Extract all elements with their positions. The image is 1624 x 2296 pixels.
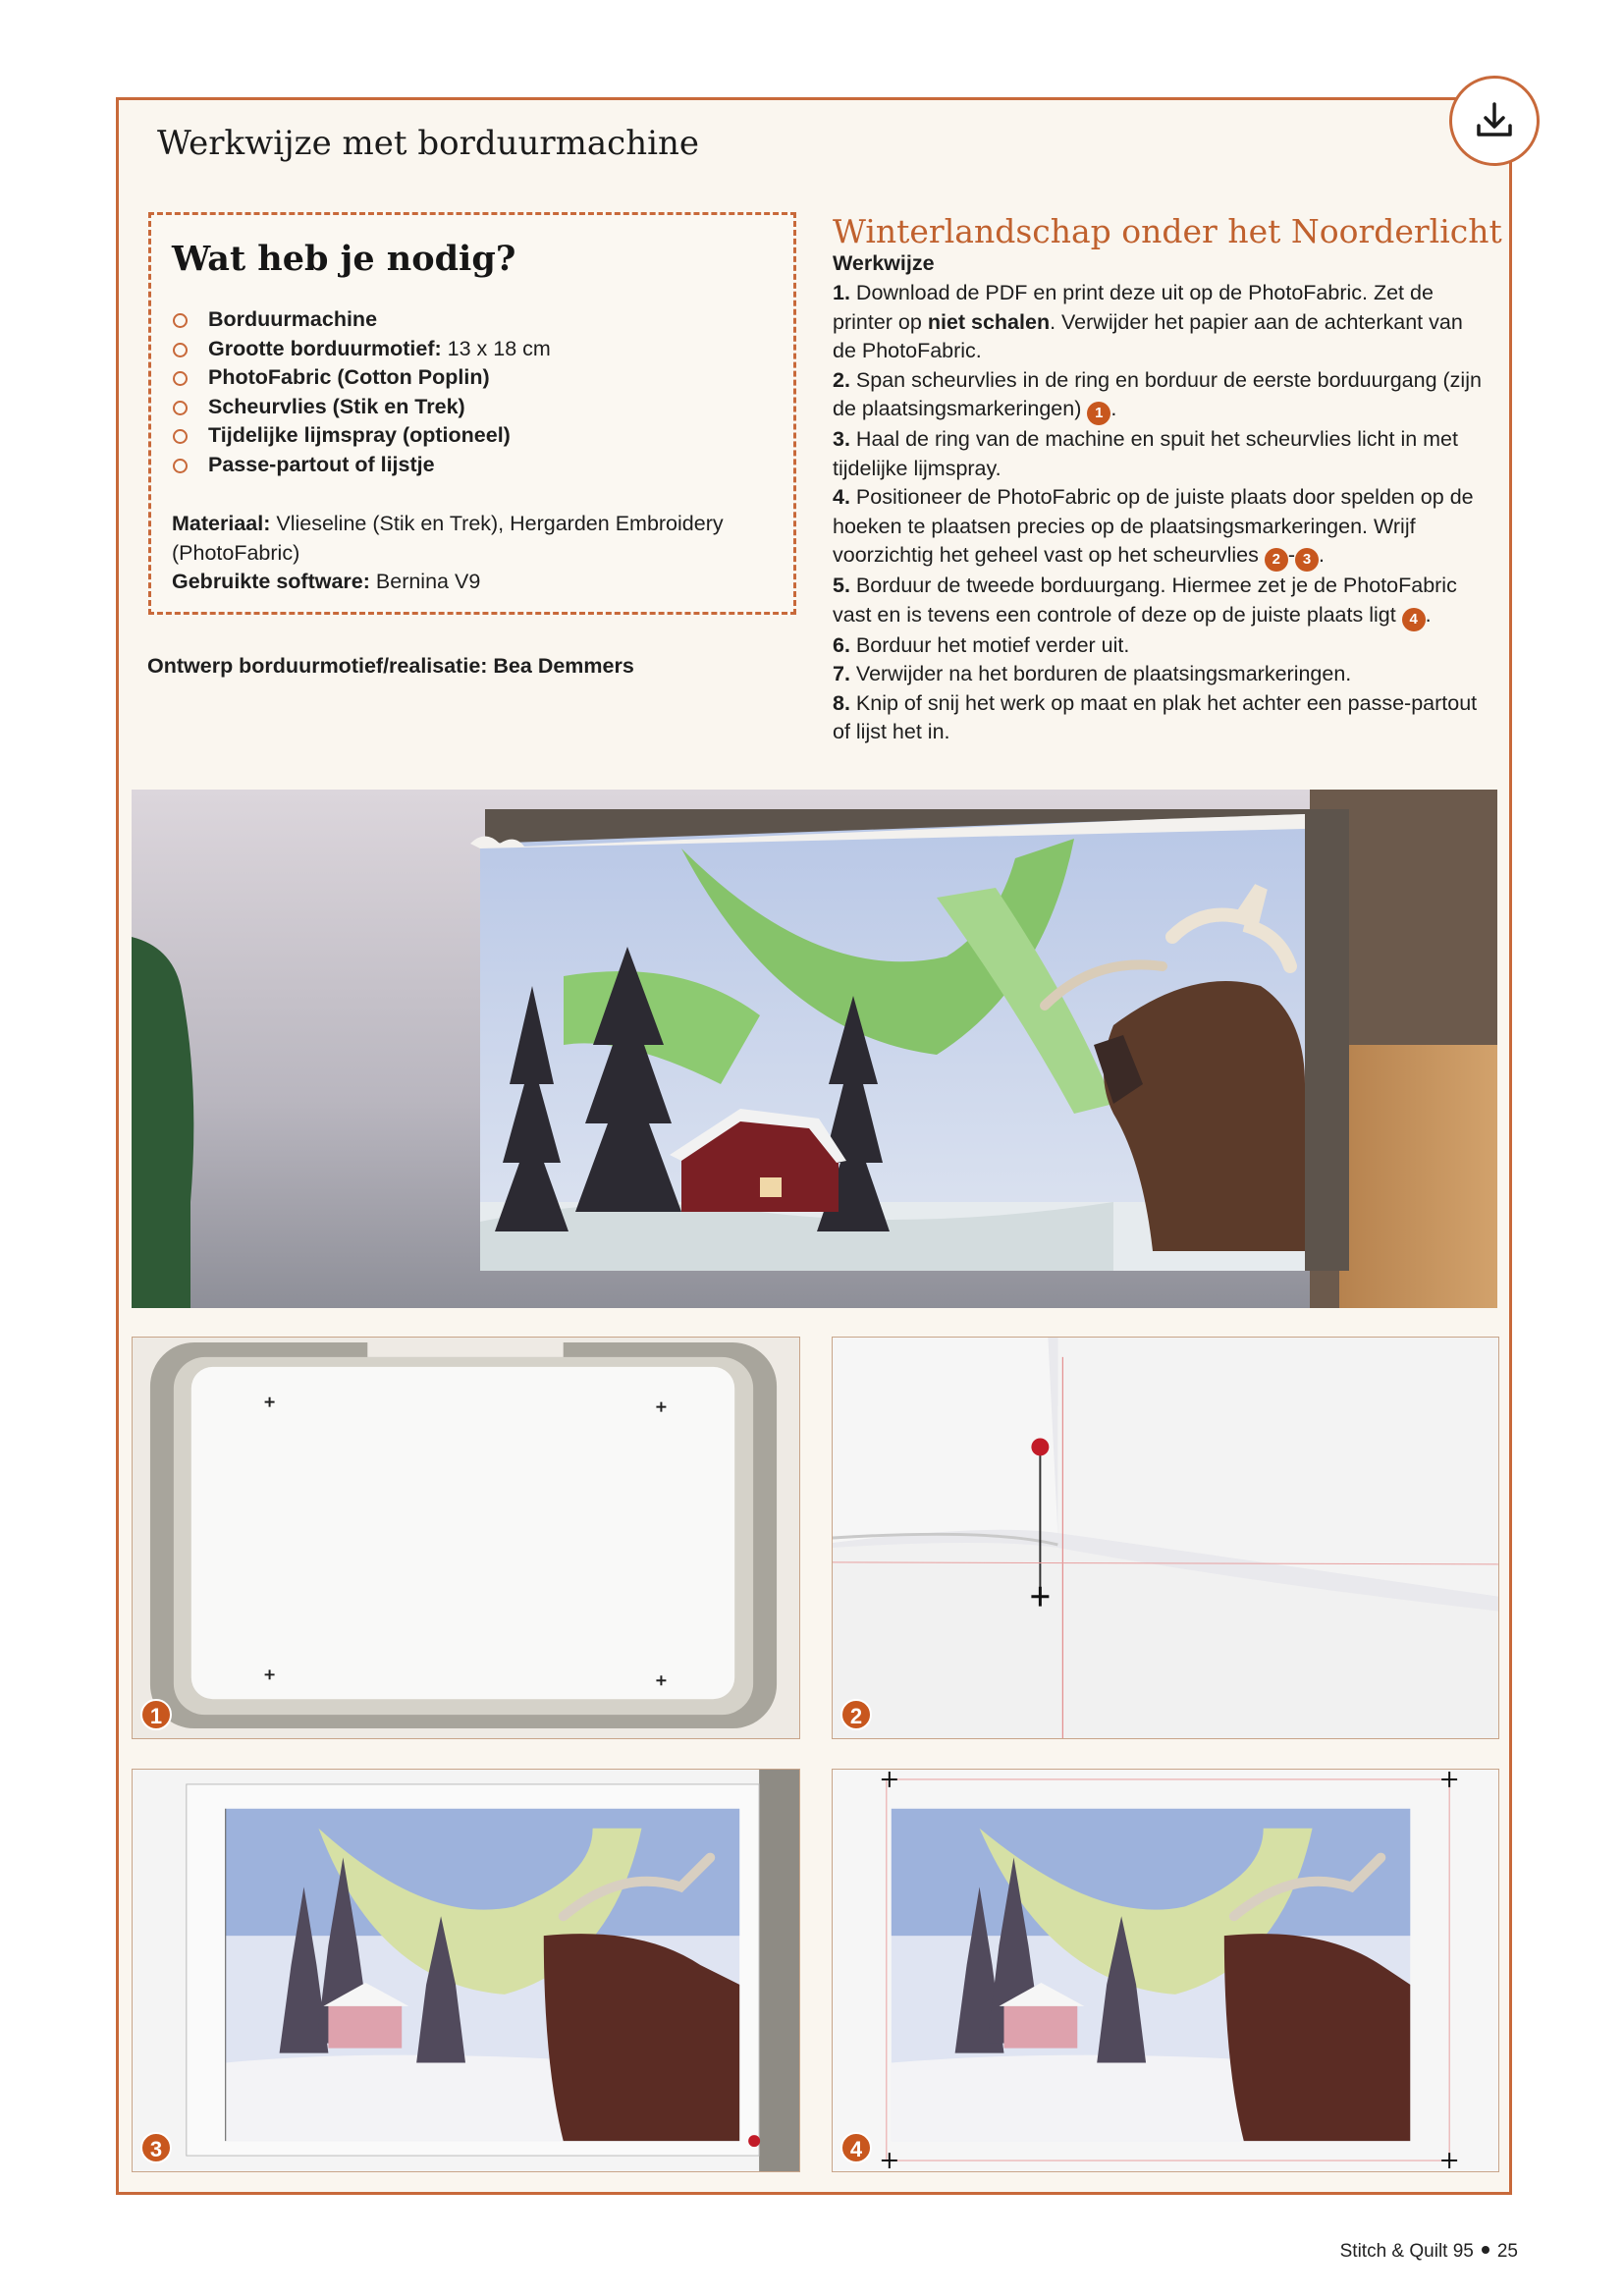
- photo-ref-badge: 3: [1295, 548, 1319, 572]
- circle-bullet-icon: [173, 313, 188, 328]
- step-7: 7. Verwijder na het borduren de plaatsingsmarkeringen.: [833, 662, 1352, 685]
- step-photo-2: [832, 1337, 1499, 1739]
- photo-number-badge: 1: [140, 1699, 172, 1730]
- photo-number-badge: 3: [140, 2132, 172, 2163]
- step-photo-3: [132, 1769, 800, 2172]
- list-item: PhotoFabric (Cotton Poplin): [172, 363, 551, 393]
- steps-list: [833, 279, 1490, 747]
- download-icon: [1472, 98, 1517, 143]
- step-6: 6. Borduur het motief verder uit.: [833, 632, 1130, 657]
- step-3: 3. Haal de ring van de machine en spuit het scheurvlies licht in met tijdelijke lijmspray.: [833, 427, 1458, 480]
- magazine-name: Stitch & Quilt 95: [1339, 2241, 1474, 2262]
- design-credit: Ontwerp borduurmotief/realisatie: Bea Demmers: [147, 654, 634, 678]
- materials-text: Materiaal: Vlieseline (Stik en Trek), Hergarden Embroidery (PhotoFabric) Gebruikte software: Bernina V9: [172, 512, 724, 593]
- photo-number-badge: 2: [840, 1699, 872, 1730]
- step-1: 1. Download de PDF en print deze uit op de PhotoFabric. Zet de printer op niet schalen. Verwijder het papier aan de achterkant van de PhotoFabric.: [833, 281, 1463, 362]
- circle-bullet-icon: [173, 343, 188, 357]
- photo-ref-badge: 1: [1087, 402, 1110, 425]
- requirements-list: [172, 305, 551, 479]
- page-footer: [1340, 2241, 1518, 2263]
- circle-bullet-icon: [173, 429, 188, 444]
- list-item: Passe-partout of lijstje: [172, 451, 551, 480]
- step-photo-1: [132, 1337, 800, 1739]
- list-item: Borduurmachine: [172, 305, 551, 335]
- photo-ref-badge: 4: [1402, 608, 1426, 631]
- list-item: Grootte borduurmotief: 13 x 18 cm: [172, 335, 551, 364]
- circle-bullet-icon: [173, 371, 188, 386]
- list-item: Scheurvlies (Stik en Trek): [172, 393, 551, 422]
- step-8: 8. Knip of snij het werk op maat en plak het achter een passe-partout of lijst het in.: [833, 690, 1478, 743]
- circle-bullet-icon: [173, 459, 188, 473]
- project-title: Winterlandschap onder het Noorderlicht: [833, 212, 1502, 250]
- step-photo-4: [832, 1769, 1499, 2172]
- hero-photo: [132, 790, 1497, 1308]
- list-item: Tijdelijke lijmspray (optioneel): [172, 421, 551, 451]
- step-5: 5. Borduur de tweede borduurgang. Hiermee zet je de PhotoFabric vast en is tevens een controle of deze op de juiste plaats ligt 4 .: [833, 572, 1490, 631]
- page-heading: Werkwijze met borduurmachine: [157, 124, 699, 163]
- step-2: 2. Span scheurvlies in de ring en borduur de eerste borduurgang (zijn de plaatsingsmarkeringen) 1 .: [833, 366, 1490, 426]
- circle-bullet-icon: [173, 401, 188, 415]
- requirements-title: Wat heb je nodig?: [172, 239, 516, 279]
- page-number: 25: [1496, 2241, 1518, 2262]
- steps-subtitle: Werkwijze: [833, 251, 935, 275]
- photo-ref-badge: 2: [1265, 548, 1288, 572]
- download-button[interactable]: [1449, 76, 1540, 166]
- separator-dot-icon: [1482, 2246, 1489, 2254]
- step-4: 4. Positioneer de PhotoFabric op de juiste plaats door spelden op de hoeken te plaatsen precies op de plaatsingsmarkeringen. Wrijf voorzichtig het geheel vast op het scheurvlies 2 - 3 .: [833, 483, 1490, 572]
- photo-number-badge: 4: [840, 2132, 872, 2163]
